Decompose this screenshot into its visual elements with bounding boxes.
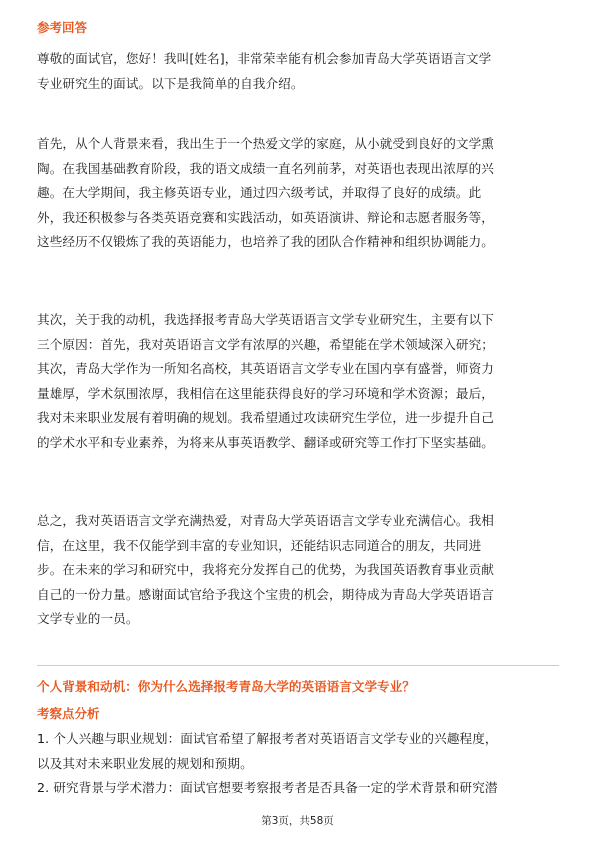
text-line: 文学专业的一员。 (37, 611, 139, 627)
text-line: 陶。在我国基础教育阶段，我的语文成绩一直名列前茅，对英语也表现出浓厚的兴 (37, 160, 494, 176)
text-line: 量雄厚，学术氛围浓厚，我相信在这里能获得良好的学习环境和学术资源；最后， (37, 385, 494, 401)
text-line: 尊敬的面试官，您好！我叫[姓名]，非常荣幸能有机会参加青岛大学英语语言文学 (37, 51, 492, 66)
analysis-heading: 考察点分析 (37, 706, 100, 721)
text-line: 三个原因：首先，我对英语语言文学有浓厚的兴趣，希望能在学术领域深入研究； (37, 336, 494, 352)
text-line: 这些经历不仅锻炼了我的英语能力，也培养了我的团队合作精神和组织协调能力。 (37, 234, 494, 250)
text-line: 的学术水平和专业素养，为将来从事英语教学、翻译或研究等工作打下坚实基础。 (37, 434, 494, 450)
page-number-footer: 第3页，共58页 (261, 815, 334, 827)
list-item-line: 1. 个人兴趣与职业规划：面试官希望了解报考者对英语语言文学专业的兴趣程度， (37, 731, 498, 746)
reference-answer-heading: 参考回答 (37, 20, 88, 35)
text-line: 专业研究生的面试。以下是我简单的自我介绍。 (37, 75, 304, 91)
text-line: 步。在未来的学习和研究中，我将充分发挥自己的优势，为我国英语教育事业贡献 (37, 562, 494, 578)
text-line: 外，我还积极参与各类英语竞赛和实践活动，如英语演讲、辩论和志愿者服务等， (37, 209, 494, 225)
text-line: 信，在这里，我不仅能学到丰富的专业知识，还能结识志同道合的朋友，共同进 (37, 537, 482, 553)
text-line: 其次，青岛大学作为一所知名高校，其英语语言文学专业在国内享有盛誉，师资力 (37, 361, 494, 377)
text-line: 其次，关于我的动机，我选择报考青岛大学英语语言文学专业研究生，主要有以下 (37, 312, 494, 327)
text-line: 自己的一份力量。感谢面试官给予我这个宝贵的机会，期待成为青岛大学英语语言 (37, 586, 494, 602)
text-line: 总之，我对英语语言文学充满热爱，对青岛大学英语语言文学专业充满信心。我相 (37, 513, 494, 528)
list-item-line: 2. 研究背景与学术潜力：面试官想要考察报考者是否具备一定的学术背景和研究潜 (37, 780, 498, 796)
text-line: 首先，从个人背景来看，我出生于一个热爱文学的家庭，从小就受到良好的文学熏 (37, 136, 494, 151)
text-line: 趣。在大学期间，我主修英语专业，通过四六级考试，并取得了良好的成绩。此 (37, 185, 482, 201)
interview-question: 个人背景和动机：你为什么选择报考青岛大学的英语语言文学专业？ (37, 679, 415, 694)
list-item-line: 以及其对未来职业发展的规划和预期。 (37, 755, 253, 771)
answer-paragraph-4 (37, 509, 559, 632)
answer-paragraph-1 (37, 47, 559, 96)
section-divider (37, 665, 559, 666)
answer-paragraph-2 (37, 132, 559, 255)
answer-paragraph-3 (37, 308, 559, 456)
text-line: 我对未来职业发展有着明确的规划。我希望通过攻读研究生学位，进一步提升自己 (37, 410, 494, 426)
analysis-list (37, 727, 559, 801)
